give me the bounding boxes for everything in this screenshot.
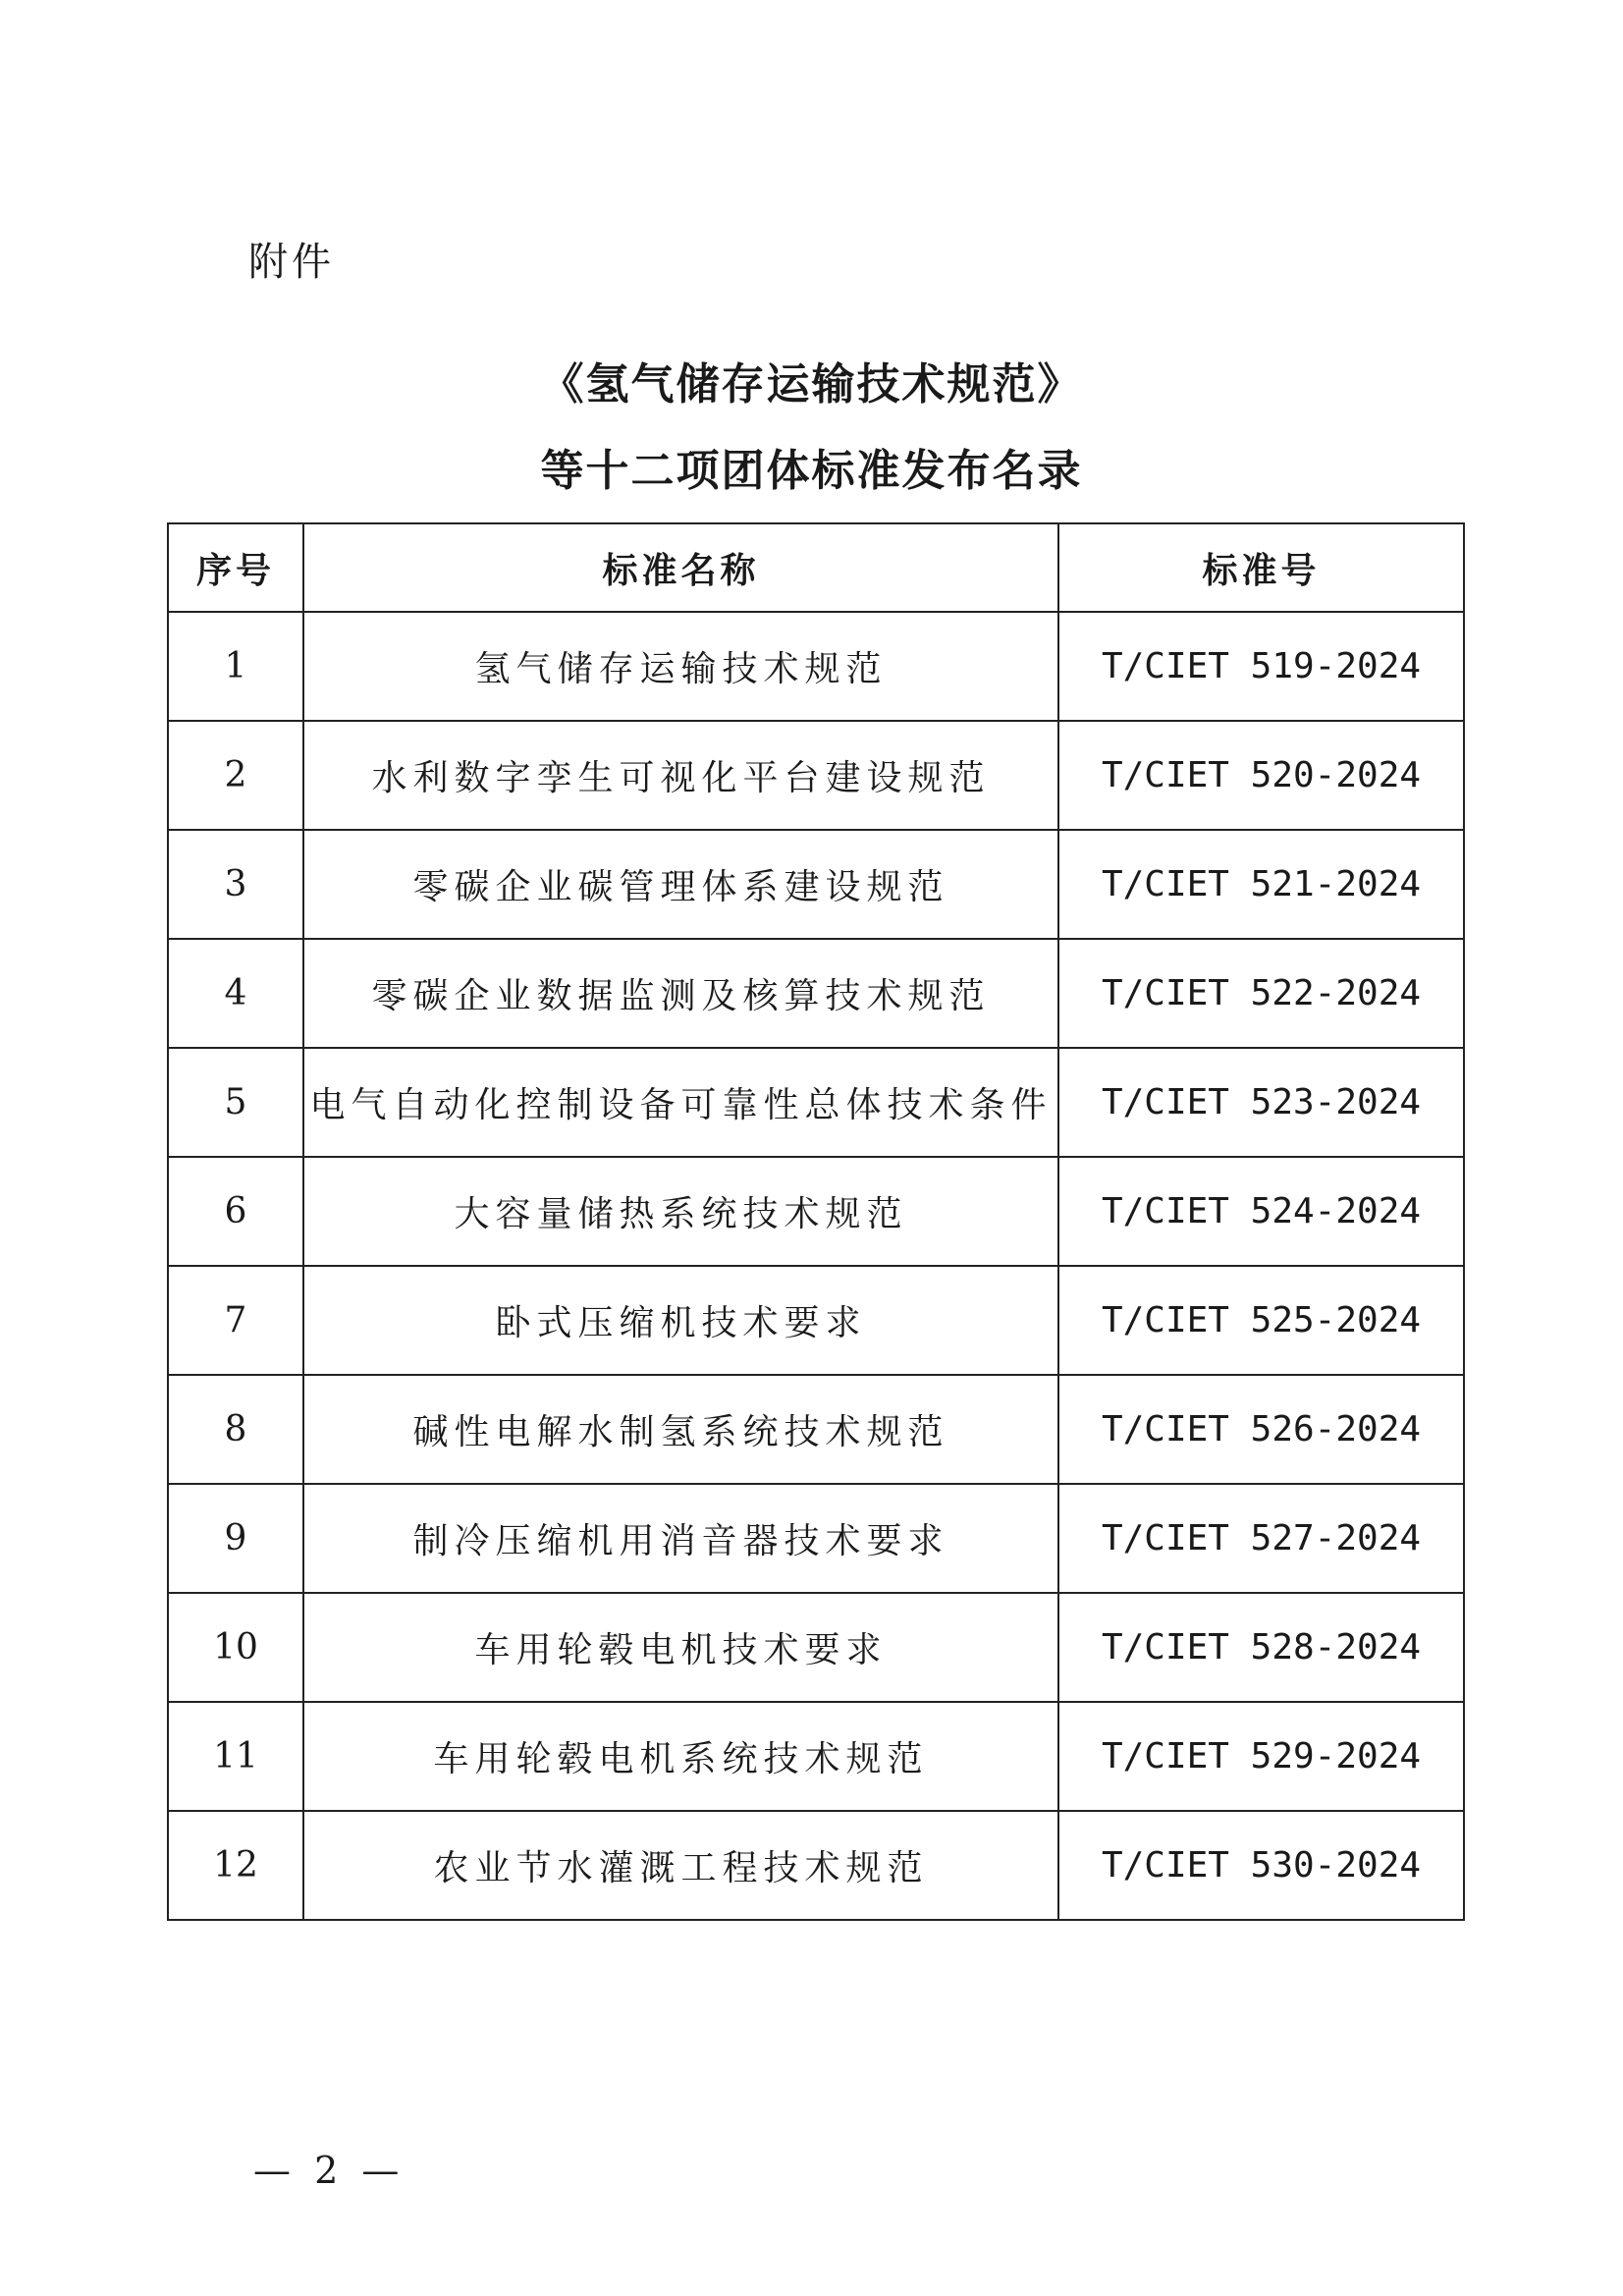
table-row xyxy=(168,1702,1464,1811)
row-index: 1 xyxy=(168,612,303,721)
row-standard-name: 零碳企业碳管理体系建设规范 xyxy=(303,830,1058,939)
row-standard-code: T/CIET 527-2024 xyxy=(1058,1484,1464,1593)
table-row xyxy=(168,830,1464,939)
header-index: 序号 xyxy=(168,523,303,612)
document-title-line-1: 《氢气储存运输技术规范》 xyxy=(540,359,1083,410)
row-index: 4 xyxy=(168,939,303,1048)
row-standard-code: T/CIET 520-2024 xyxy=(1058,721,1464,830)
table-row xyxy=(168,612,1464,721)
row-standard-code: T/CIET 528-2024 xyxy=(1058,1593,1464,1702)
table-row xyxy=(168,1811,1464,1920)
row-standard-code: T/CIET 524-2024 xyxy=(1058,1157,1464,1266)
row-standard-name: 车用轮毂电机系统技术规范 xyxy=(303,1702,1058,1811)
row-standard-name: 大容量储热系统技术规范 xyxy=(303,1157,1058,1266)
row-standard-code: T/CIET 530-2024 xyxy=(1058,1811,1464,1920)
table-header-row xyxy=(168,523,1464,612)
row-index: 6 xyxy=(168,1157,303,1266)
table-row xyxy=(168,1048,1464,1157)
row-index: 2 xyxy=(168,721,303,830)
row-index: 8 xyxy=(168,1375,303,1484)
header-standard-name: 标准名称 xyxy=(303,523,1058,612)
row-index: 12 xyxy=(168,1811,303,1920)
table-row xyxy=(168,939,1464,1048)
table-row xyxy=(168,1484,1464,1593)
row-index: 11 xyxy=(168,1702,303,1811)
row-standard-name: 车用轮毂电机技术要求 xyxy=(303,1593,1058,1702)
row-standard-name: 电气自动化控制设备可靠性总体技术条件 xyxy=(303,1048,1058,1157)
table-row xyxy=(168,1593,1464,1702)
row-standard-name: 农业节水灌溉工程技术规范 xyxy=(303,1811,1058,1920)
row-standard-name: 碱性电解水制氢系统技术规范 xyxy=(303,1375,1058,1484)
row-standard-name: 水利数字孪生可视化平台建设规范 xyxy=(303,721,1058,830)
row-index: 10 xyxy=(168,1593,303,1702)
attachment-label: 附件 xyxy=(248,240,335,285)
row-index: 3 xyxy=(168,830,303,939)
table-row xyxy=(168,1266,1464,1375)
row-standard-name: 卧式压缩机技术要求 xyxy=(303,1266,1058,1375)
row-index: 9 xyxy=(168,1484,303,1593)
row-standard-code: T/CIET 525-2024 xyxy=(1058,1266,1464,1375)
row-standard-name: 零碳企业数据监测及核算技术规范 xyxy=(303,939,1058,1048)
row-standard-code: T/CIET 521-2024 xyxy=(1058,830,1464,939)
table-row xyxy=(168,1375,1464,1484)
table-row xyxy=(168,721,1464,830)
row-index: 7 xyxy=(168,1266,303,1375)
row-standard-code: T/CIET 529-2024 xyxy=(1058,1702,1464,1811)
row-standard-code: T/CIET 523-2024 xyxy=(1058,1048,1464,1157)
row-standard-code: T/CIET 519-2024 xyxy=(1058,612,1464,721)
row-standard-name: 氢气储存运输技术规范 xyxy=(303,612,1058,721)
standards-table xyxy=(167,522,1465,1921)
header-standard-code: 标准号 xyxy=(1058,523,1464,612)
row-standard-name: 制冷压缩机用消音器技术要求 xyxy=(303,1484,1058,1593)
document-title-line-2: 等十二项团体标准发布名录 xyxy=(540,446,1083,496)
table-row xyxy=(168,1157,1464,1266)
row-standard-code: T/CIET 526-2024 xyxy=(1058,1375,1464,1484)
row-index: 5 xyxy=(168,1048,303,1157)
page-number: — 2 — xyxy=(253,2149,406,2192)
row-standard-code: T/CIET 522-2024 xyxy=(1058,939,1464,1048)
